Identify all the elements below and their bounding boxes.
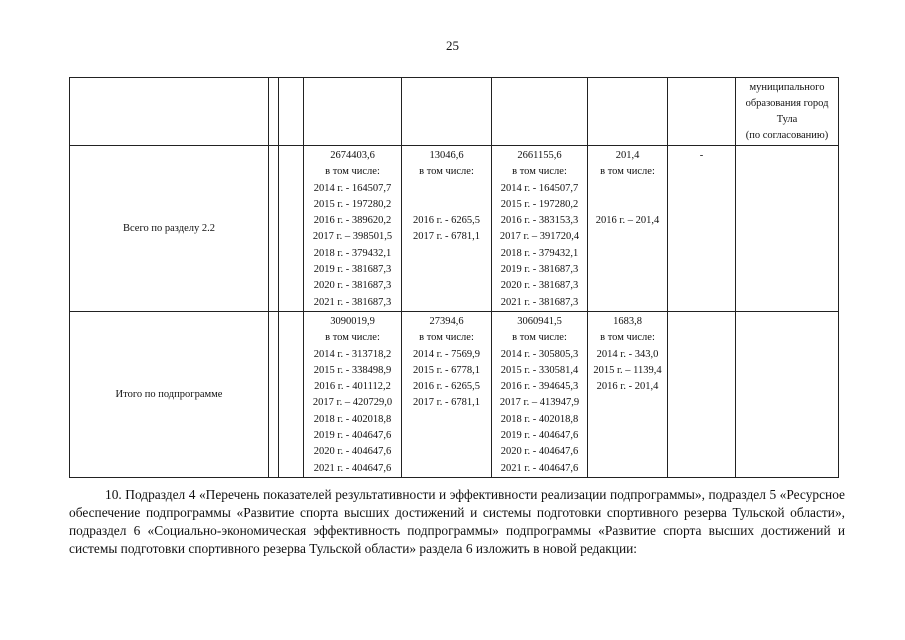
cell-line — [588, 278, 667, 294]
cell-line — [588, 295, 667, 311]
cell-line — [668, 229, 735, 245]
cell-line — [402, 262, 491, 278]
cell-line — [402, 278, 491, 294]
cell-line: 13046,6 — [429, 150, 464, 161]
regional-cell — [492, 146, 588, 312]
cell-line: 2014 г. - 305805,3 — [500, 348, 579, 360]
cell-line: 2015 г. - 197280,2 — [500, 198, 579, 210]
cell-line: в том числе: — [419, 166, 474, 178]
cell-line — [402, 197, 491, 213]
cell-line — [402, 412, 491, 428]
row-label: Итого по подпрограмме — [70, 311, 269, 477]
amendment-paragraph: 10. Подраздел 4 «Перечень показателей результативности и эффективности реализации подпрограммы», подраздел 5 «Ресурсное обеспечение подпрограммы «Развитие спорта высших достижений и системы подготовки спортивного резерва Тульской области», подраздел 6 «Социально-экономическая эффективность подпрограммы» подпрограммы «Развитие спорта высших достижений и системы подготовки спортивного резерва Тульской области» раздела 6 изложить в новой редакции: — [69, 487, 845, 556]
cell-line: 2015 г. - 197280,2 — [313, 198, 392, 210]
cell-line: 2019 г. - 381687,3 — [500, 264, 579, 276]
total-cell — [304, 311, 402, 477]
cell-line: 2017 г. – 391720,4 — [499, 231, 580, 243]
page-number: 25 — [446, 38, 459, 53]
cell-line: 2017 г. - 6781,1 — [413, 231, 480, 243]
cell-line: 2016 г. - 389620,2 — [313, 215, 392, 227]
cell-line: 2018 г. - 379432,1 — [313, 247, 392, 259]
cell-line: 2016 г. – 201,4 — [595, 215, 660, 227]
cell-line — [668, 197, 735, 213]
cell-line — [588, 428, 667, 444]
cell-line: 2021 г. - 404647,6 — [500, 462, 579, 474]
cell-line: 2019 г. - 404647,6 — [500, 430, 579, 442]
cell-line: 2020 г. - 404647,6 — [500, 446, 579, 458]
cell-line — [668, 181, 735, 197]
regional-cell — [492, 311, 588, 477]
cell-line: 2018 г. - 379432,1 — [500, 247, 579, 259]
local-cell — [588, 311, 668, 477]
cell-line — [402, 444, 491, 460]
cell-line: 2016 г. - 383153,3 — [500, 215, 579, 227]
cell-line — [668, 246, 735, 262]
cell-line: 2661155,6 — [517, 150, 562, 161]
cell-line: 2016 г. - 6265,5 — [413, 215, 480, 227]
cell-line — [588, 412, 667, 428]
cell-line: в том числе: — [512, 332, 567, 344]
cell-line: 2020 г. - 381687,3 — [313, 280, 392, 292]
cell-line: 201,4 — [615, 150, 640, 161]
cell-line: 2020 г. - 381687,3 — [500, 280, 579, 292]
cell-line: 2015 г. – 1139,4 — [593, 364, 662, 376]
cell-line — [402, 246, 491, 262]
cell-line — [588, 229, 667, 245]
federal-cell — [402, 146, 492, 312]
cell-line: 27394,6 — [429, 315, 464, 327]
cell-line — [588, 262, 667, 278]
cell-line: 2021 г. - 381687,3 — [500, 296, 579, 308]
subprogram-total-row — [70, 311, 839, 477]
cell-line: 2016 г. - 201,4 — [596, 381, 659, 393]
cell-line: в том числе: — [325, 166, 380, 178]
cell-line — [588, 461, 667, 477]
cell-line: 2021 г. - 381687,3 — [313, 296, 392, 308]
cell-line — [668, 213, 735, 229]
cell-line — [402, 181, 491, 197]
cell-line: 2021 г. - 404647,6 — [313, 462, 392, 474]
cell-line: 2018 г. - 402018,8 — [500, 413, 579, 425]
local-cell — [588, 146, 668, 312]
budget-table — [69, 77, 839, 478]
cell-line — [402, 295, 491, 311]
cell-line: в том числе: — [419, 332, 474, 344]
cell-line: 2020 г. - 404647,6 — [313, 446, 392, 458]
header-note-cell: муниципального образования город Тула (по согласованию) — [736, 78, 839, 146]
cell-line: 2017 г. – 398501,5 — [312, 231, 393, 243]
cell-line: 2015 г. - 338498,9 — [313, 364, 392, 376]
other-cell — [668, 146, 736, 312]
cell-line: в том числе: — [325, 332, 380, 344]
cell-line: 3060941,5 — [517, 315, 562, 327]
cell-line: в том числе: — [512, 166, 567, 178]
cell-line: 2014 г. - 343,0 — [596, 348, 659, 360]
row-label: Всего по разделу 2.2 — [70, 146, 269, 312]
cell-line: 2014 г. - 7569,9 — [413, 348, 480, 360]
cell-line: 2014 г. - 164507,7 — [313, 182, 392, 194]
cell-line: 2017 г. – 413947,9 — [499, 397, 580, 409]
cell-line: 2015 г. - 6778,1 — [413, 364, 480, 376]
cell-line: - — [699, 150, 704, 161]
section-total-row — [70, 146, 839, 312]
cell-line — [588, 395, 667, 411]
cell-line: 2017 г. – 420729,0 — [312, 397, 393, 409]
cell-line: 2016 г. - 401112,2 — [314, 381, 391, 393]
cell-line: 2015 г. - 330581,4 — [500, 364, 579, 376]
cell-line: в том числе: — [600, 332, 655, 344]
cell-line: 2019 г. - 404647,6 — [313, 430, 392, 442]
cell-line — [588, 181, 667, 197]
cell-line: 2018 г. - 402018,8 — [313, 413, 392, 425]
cell-line — [668, 295, 735, 311]
cell-line: 2019 г. - 381687,3 — [313, 264, 392, 276]
cell-line — [588, 444, 667, 460]
cell-line: 2014 г. - 313718,2 — [313, 348, 392, 360]
cell-line — [402, 428, 491, 444]
header-row — [70, 78, 839, 146]
federal-cell — [402, 311, 492, 477]
cell-line: 1683,8 — [613, 315, 642, 327]
cell-line — [668, 278, 735, 294]
cell-line: 2017 г. - 6781,1 — [413, 397, 480, 409]
cell-line: 2674403,6 — [330, 150, 375, 161]
cell-line: 2016 г. - 6265,5 — [413, 381, 480, 393]
total-cell — [304, 146, 402, 312]
cell-line — [668, 164, 735, 180]
cell-line — [402, 461, 491, 477]
cell-line: 3090019,9 — [330, 315, 375, 327]
cell-line — [668, 262, 735, 278]
cell-line: 2014 г. - 164507,7 — [500, 182, 579, 194]
cell-line: в том числе: — [600, 166, 655, 178]
cell-line — [588, 197, 667, 213]
cell-line: 2016 г. - 394645,3 — [500, 381, 579, 393]
cell-line — [588, 246, 667, 262]
